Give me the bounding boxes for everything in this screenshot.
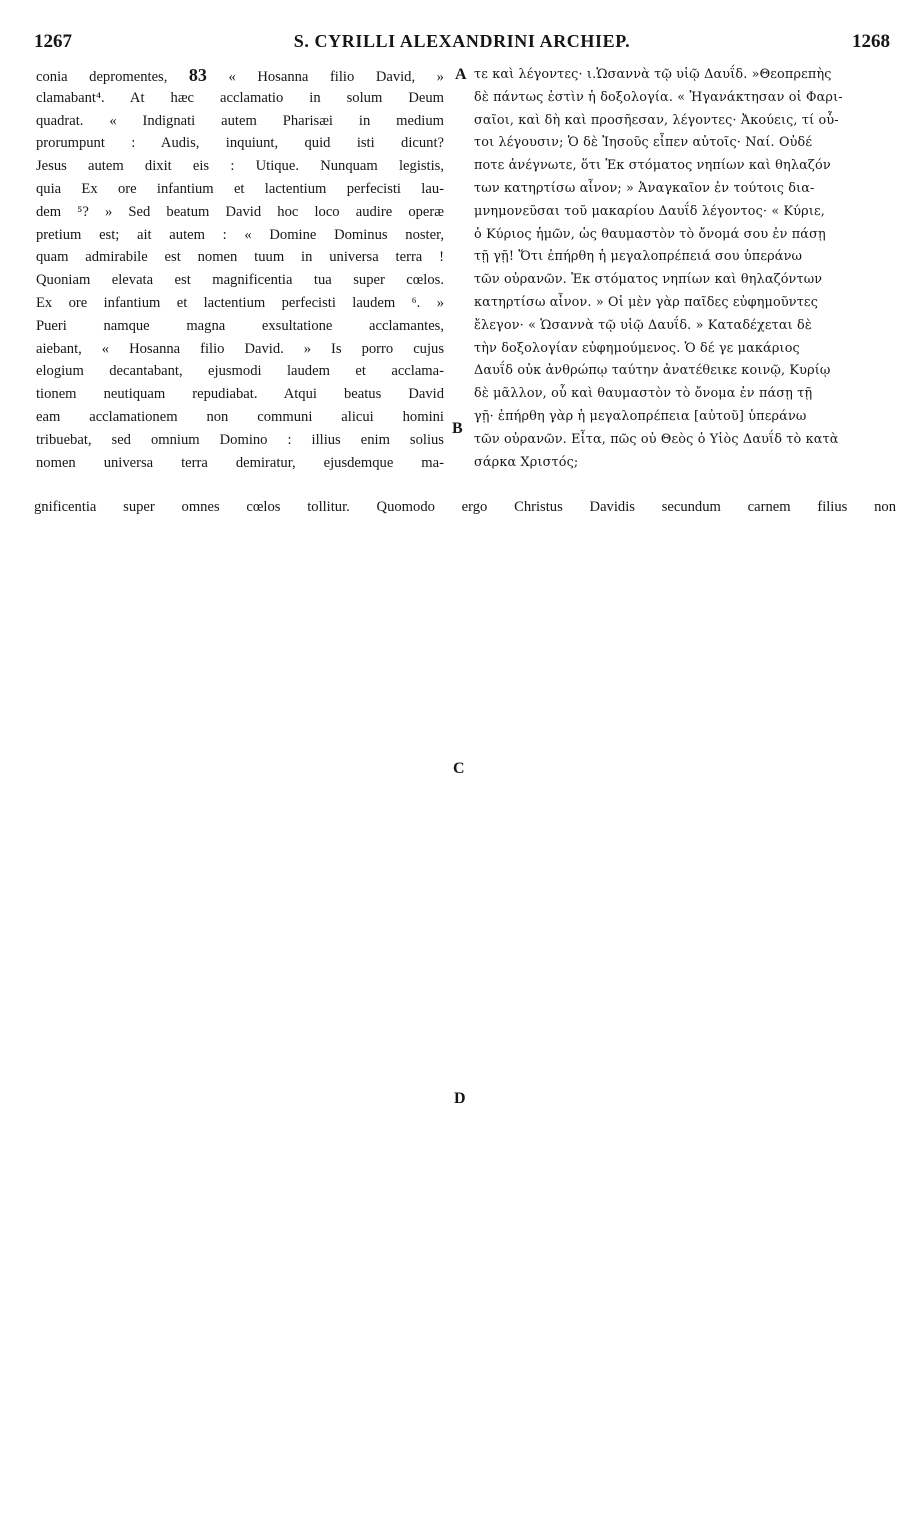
margin-marker-b: B [452,420,463,437]
column-number: 83 [188,65,207,85]
text-line: dem ⁵? » Sed beatum David hoc loco audire operæ [36,203,444,220]
margin-marker-a: A [455,66,467,83]
text-line: aiebant, « Hosanna filio David. » Is porro cujus [36,340,444,357]
text-line: ποτε ἀνέγνωτε, ὅτι Ἐκ στόματος νηπίων καὶ θηλαζόν [474,158,831,174]
text-line: nomen universa terra demiratur, ejusdemque ma- [36,454,444,471]
text-line: tionem neutiquam repudiabat. Atqui beatus David [36,386,444,403]
text-line: των κατηρτίσω αἶνον; » Ἀναγκαῖον ἐν τούτοις δια- [474,180,815,196]
text-line: Ex ore infantium et lactentium perfecisti laudem ⁶. » [36,294,444,311]
text-line: quia Ex ore infantium et lactentium perfecisti lau- [36,180,444,197]
text-line: elogium decantabant, ejusmodi laudem et acclama- [36,363,444,380]
text-line: ἔλεγον· « Ὡσαννὰ τῷ υἱῷ Δαυΐδ. » Καταδέχεται δὲ [474,317,812,333]
text-line: τῇ γῇ! Ὅτι ἐπήρθη ἡ μεγαλοπρέπειά σου ὑπεράνω [474,249,803,265]
text-line: eam acclamationem non communi alicui homini [36,408,444,425]
text-line: τὴν δοξολογίαν εὐφημούμενος. Ὁ δέ γε μακάριος [474,340,800,356]
text-line: τῶν οὐρανῶν. Ἐκ στόματος νηπίων καὶ θηλαζόντων [474,272,823,288]
text-line: δὲ πάντως ἐστὶν ἡ δοξολογία. « Ἠγανάκτησαν οἱ Φαρι- [474,89,843,105]
text-line: μνημονεῦσαι τοῦ μακαρίου Δαυΐδ λέγοντος· « Κύριε, [474,203,825,219]
line-text-before: conia depromentes, [36,69,189,85]
margin-marker-d: D [454,1090,466,1107]
text-line: tribuebat, sed omnium Domino : illius enim solius [36,431,444,448]
margin-marker-c: C [453,760,465,777]
text-line: γῇ· ἐπήρθη γὰρ ἡ μεγαλοπρέπεια [αὐτοῦ] ὑπεράνω [474,408,807,424]
text-line: clamabant⁴. At hæc acclamatio in solum Deum [36,89,444,106]
text-line: δὲ μᾶλλον, οὗ καὶ θαυμαστὸν τὸ ὄνομα ἐν πάσῃ τῇ [474,386,813,402]
latin-column-section-1 [36,64,444,474]
text-line: τε καὶ λέγοντες· ι.Ὡσαννὰ τῷ υἱῷ Δαυΐδ. »Θεοπρεπὴς [474,67,832,82]
text-line [36,64,444,87]
text-line: quam admirabile est nomen tuum in universa terra ! [36,249,444,266]
text-line: τοι λέγουσιν; Ὁ δὲ Ἰησοῦς εἶπεν αὐτοῖς· Ναί. Οὐδέ [474,135,813,151]
text-line: pretium est; ait autem : « Domine Dominus noster, [36,226,444,243]
line-text-after: « Hosanna filio David, » [206,69,444,85]
text-line: prorumpunt : Audis, inquiunt, quid isti dicunt? [36,135,444,152]
text-line: ὁ Κύριος ἡμῶν, ὡς θαυμαστὸν τὸ ὄνομά σου ἐν πάσῃ [474,226,826,242]
text-line: quadrat. « Indignati autem Pharisæi in medium [36,112,444,129]
page-number-left: 1267 [34,31,72,52]
text-line: κατηρτίσω αἶνον. » Οἱ μὲν γὰρ παῖδες εὐφημοῦντες [474,294,819,310]
running-title: S. CYRILLI ALEXANDRINI ARCHIEP. [293,31,631,51]
text-line: Pueri namque magna exsultatione acclamantes, [36,317,444,334]
text-line: τῶν οὐρανῶν. Εἶτα, πῶς οὐ Θεὸς ὁ Υἱὸς Δαυΐδ τὸ κατὰ [474,431,839,447]
text-line: Δαυΐδ οὐκ ἀνθρώπῳ ταύτην ἀνατέθεικε κοινῷ, Κυρίῳ [474,363,831,379]
text-line: Quoniam elevata est magnificentia tua super cœlos. [36,272,444,289]
running-header [34,26,890,60]
greek-column-section-1 [474,64,888,474]
page-number-right: 1268 [852,31,890,52]
text-line: σαῖοι, καὶ δὴ καὶ προσῆεσαν, λέγοντες· Ἀκούεις, τί οὗ- [474,112,839,128]
text-line: Jesus autem dixit eis : Utique. Nunquam legistis, [36,158,444,175]
spanning-line: gnificentia super omnes cœlos tollitur. Quomodo ergo Christus Davidis secundum carnem filius non [34,499,896,515]
text-line: σάρκα Χριστός; [474,454,579,470]
